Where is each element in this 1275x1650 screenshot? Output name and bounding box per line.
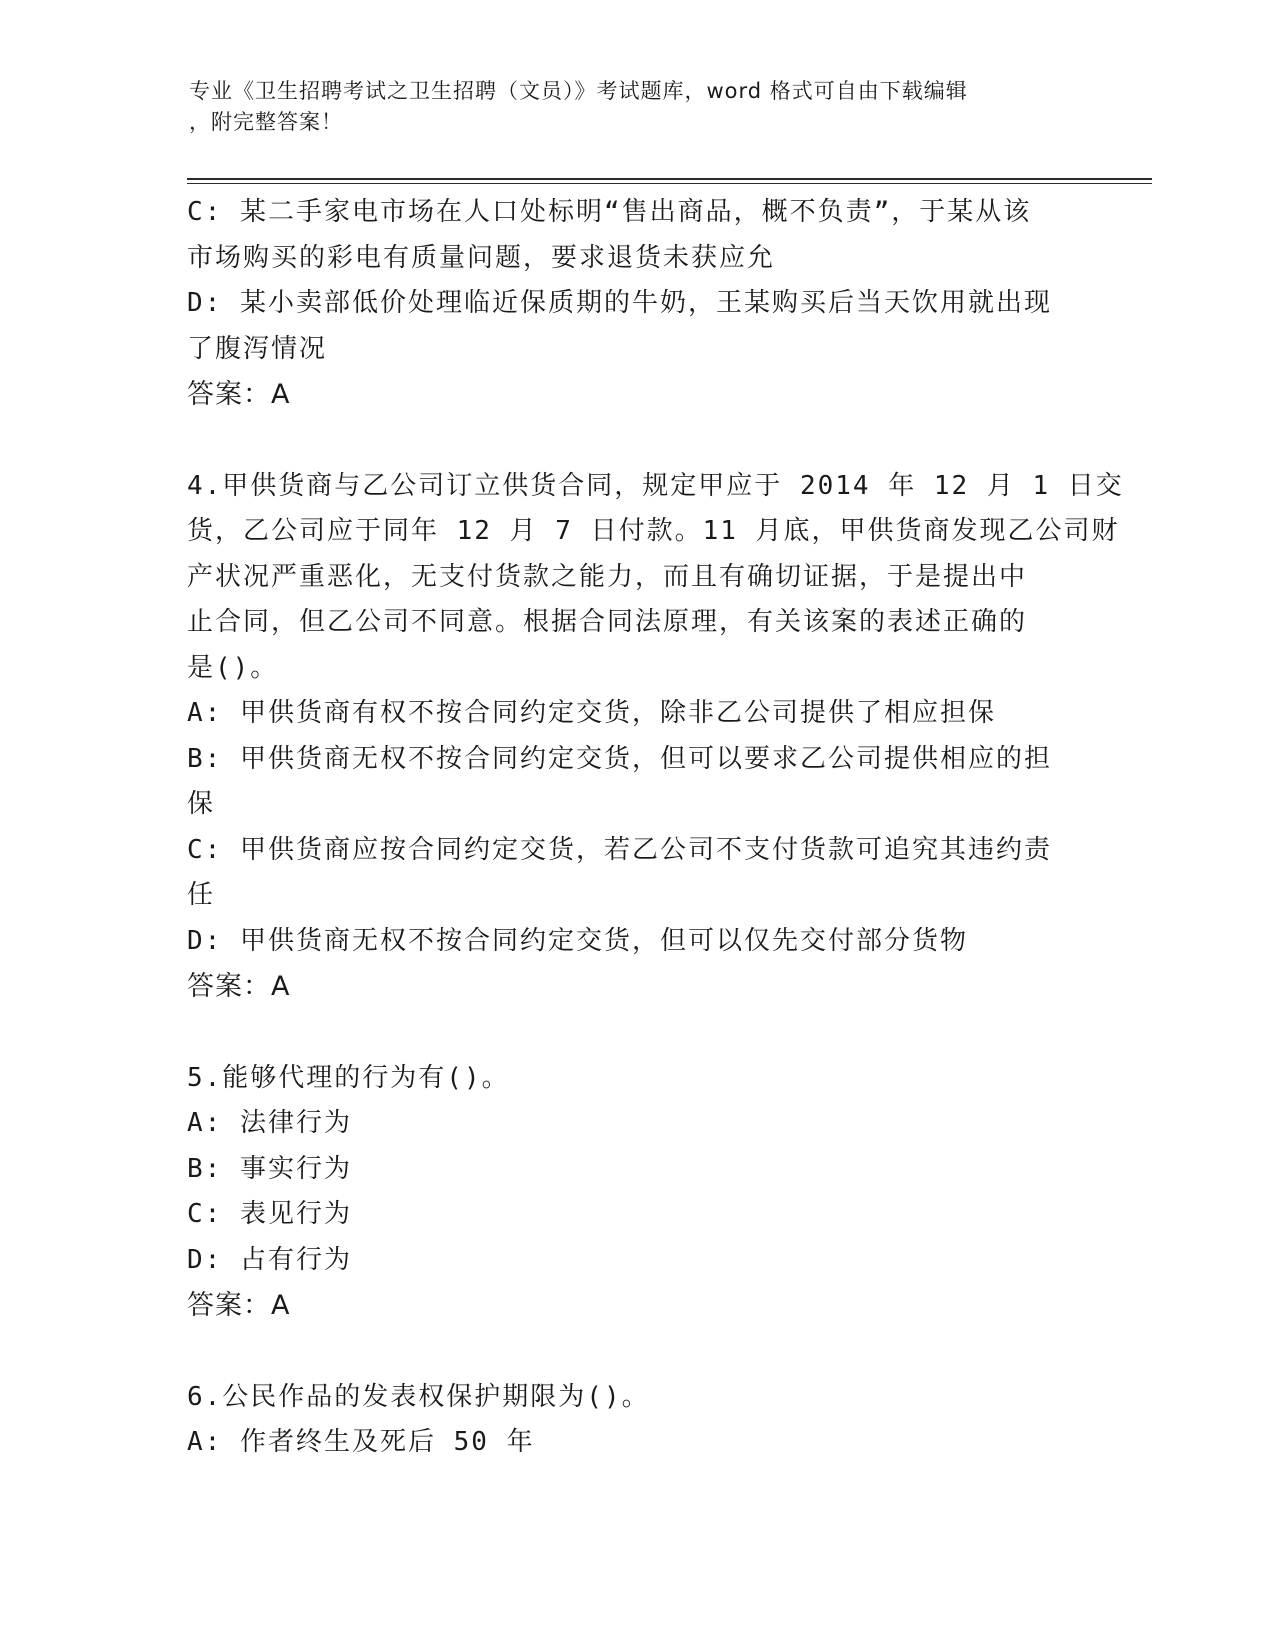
option-d-continuation: 了腹泻情况: [187, 333, 328, 364]
question-stem-line: 是()。: [187, 652, 279, 683]
option-c: C: 表见行为: [187, 1199, 352, 1229]
answer-label: 答案：A: [187, 379, 291, 410]
answer-label: 答案：A: [187, 971, 291, 1002]
option-c-continuation: 任: [187, 880, 216, 910]
question-3-tail: [187, 190, 1087, 418]
question-content: [187, 190, 1124, 1466]
option-c-line: C: 甲供货商应按合同约定交货，若乙公司不支付货款可追究其违约责: [187, 834, 1052, 865]
header-divider-thick: [187, 178, 1152, 180]
question-stem-line: 止合同，但乙公司不同意。根据合同法原理，有关该案的表述正确的: [187, 607, 1028, 637]
document-header: [189, 76, 1089, 138]
option-d: D: 占有行为: [187, 1244, 352, 1275]
header-title-line: 专业《卫生招聘考试之卫生招聘（文员）》考试题库，word 格式可自由下载编辑: [189, 79, 968, 103]
spacer: [187, 1329, 1087, 1375]
question-stem: 5.能够代理的行为有()。: [187, 1062, 510, 1093]
header-divider-thin: [187, 183, 1152, 184]
option-c-line: C: 某二手家电市场在人口处标明“售出商品，概不负责”，于某从该: [187, 197, 1032, 227]
question-4: [187, 464, 1124, 1010]
option-c-continuation: 市场购买的彩电有质量问题，要求退货未获应允: [187, 242, 776, 273]
header-title-continuation: ，附完整答案！: [189, 110, 343, 134]
question-6: [187, 1375, 1087, 1466]
answer-label: 答案：A: [187, 1290, 291, 1321]
option-b: B: 事实行为: [187, 1153, 352, 1184]
question-stem-line: 货，乙公司应于同年 12 月 7 日付款。11 月底，甲供货商发现乙公司财: [187, 516, 1120, 546]
question-stem: 6.公民作品的发表权保护期限为()。: [187, 1381, 650, 1412]
option-d: D: 甲供货商无权不按合同约定交货，但可以仅先交付部分货物: [187, 925, 968, 956]
option-b-continuation: 保: [187, 789, 216, 819]
spacer: [187, 1010, 1087, 1056]
option-a: A: 法律行为: [187, 1108, 352, 1138]
option-a: A: 甲供货商有权不按合同约定交货，除非乙公司提供了相应担保: [187, 698, 996, 728]
spacer: [187, 418, 1087, 464]
question-stem-line: 4.甲供货商与乙公司订立供货合同，规定甲应于 2014 年 12 月 1 日交: [187, 470, 1124, 501]
option-a: A: 作者终生及死后 50 年: [187, 1427, 535, 1457]
question-stem-line: 产状况严重恶化，无支付货款之能力，而且有确切证据，于是提出中: [187, 561, 1028, 592]
question-5: [187, 1056, 1087, 1329]
option-b-line: B: 甲供货商无权不按合同约定交货，但可以要求乙公司提供相应的担: [187, 743, 1052, 774]
option-d-line: D: 某小卖部低价处理临近保质期的牛奶，王某购买后当天饮用就出现: [187, 288, 1052, 318]
